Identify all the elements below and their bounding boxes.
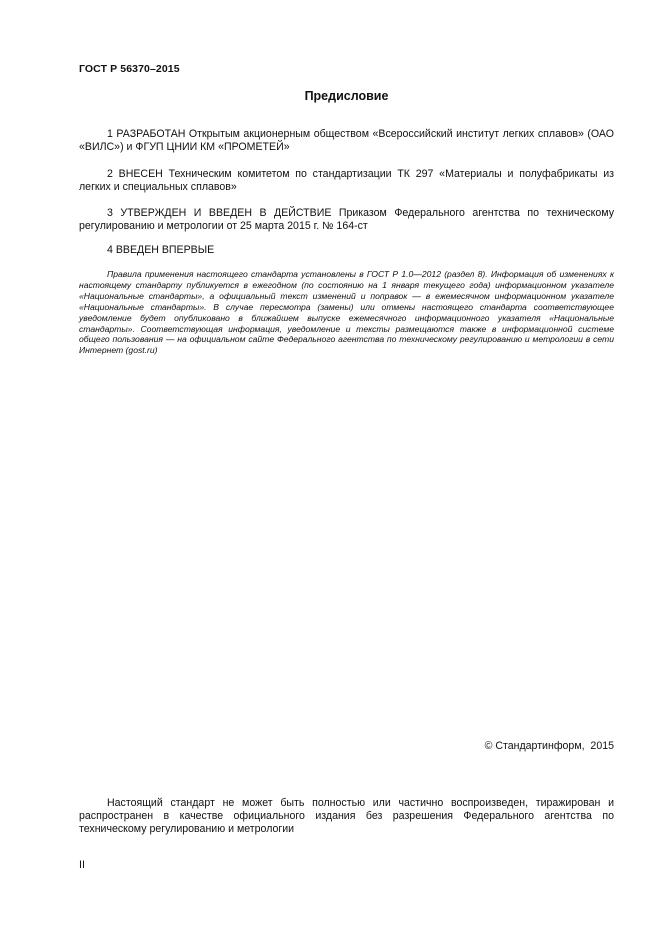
page-number: II — [79, 859, 85, 871]
preface-item-first-introduced: 4 ВВЕДЕН ВПЕРВЫЕ — [107, 244, 215, 256]
document-code: ГОСТ Р 56370–2015 — [79, 63, 180, 75]
preface-item-introduced: 2 ВНЕСЕН Техническим комитетом по стандартизации ТК 297 «Материалы и полуфабрикаты из легких и специальных сплавов» — [79, 168, 614, 193]
reproduction-rights-notice: Настоящий стандарт не может быть полностью или частично воспроизведен, тиражирован и распространен в качестве официального издания без разрешения Федерального агентства по техническому регулированию и метрологии — [79, 797, 614, 835]
application-rules-note: Правила применения настоящего стандарта установлены в ГОСТ Р 1.0—2012 (раздел 8). Информация об изменениях к настоящему стандарту публикуется в ежегодном (по состоянию на 1 января текущего года) информационном указателе «Национальные стандарты», а официальный текст изменений и поправок — в ежемесячном информационном указателе «Национальные стандарты». В случае пересмотра (замены) или отмены настоящего стандарта соответствующее уведомление будет опубликовано в ближайшем выпуске ежемесячного информационного указателя «Национальные стандарты». Соответствующая информация, уведомление и тексты размещаются также в информационной системе общего пользования — на официальном сайте Федерального агентства по техническому регулированию и метрологии в сети Интернет (gost.ru) — [79, 269, 614, 356]
preface-title: Предисловие — [304, 89, 389, 103]
preface-item-approved: 3 УТВЕРЖДЕН И ВВЕДЕН В ДЕЙСТВИЕ Приказом Федерального агентства по техническому регулированию и метрологии от 25 марта 2015 г. № 164-ст — [79, 207, 614, 232]
copyright-notice: © Стандартинформ, 2015 — [484, 740, 614, 752]
preface-item-developed: 1 РАЗРАБОТАН Открытым акционерным обществом «Всероссийский институт легких сплавов» (ОАО «ВИЛС») и ФГУП ЦНИИ КМ «ПРОМЕТЕЙ» — [79, 128, 614, 153]
